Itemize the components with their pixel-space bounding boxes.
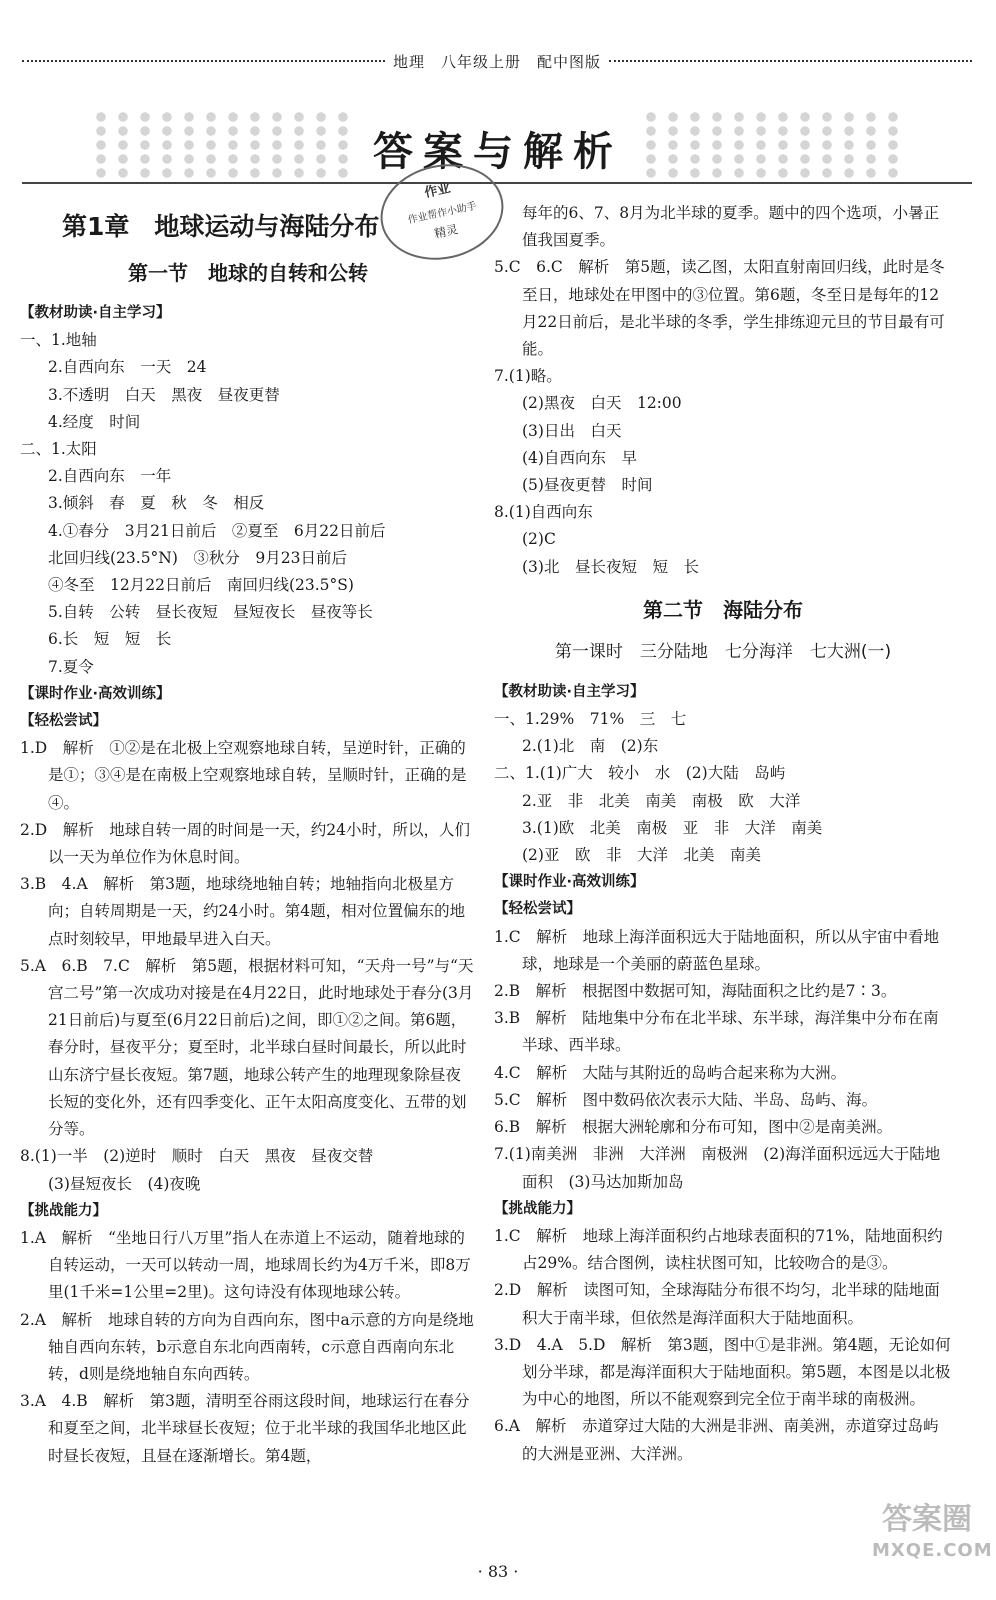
- watermark-logo: [872, 1500, 993, 1590]
- right-line: (3)北 昼长夜短 短 长: [522, 557, 699, 576]
- header-text: 地理 八年级上册 配中图版: [393, 52, 602, 71]
- left-line: 2.D 解析 地球自转一周的时间是一天，约24小时，所以，人们以一天为单位作为休息时间。: [20, 820, 470, 867]
- right-line: 每年的6、7、8月为北半球的夏季。题中的四个选项，小暑正值我国夏季。: [522, 204, 940, 250]
- left-line: 4.①春分 3月21日前后 ②夏至 6月22日前后: [48, 521, 386, 540]
- left-line: 2.A 解析 地球自转的方向为自西向东，图中a示意的方向是绕地轴自西向东转，b示意自东北向西南转，c示意自西南向东北转，d则是绕地轴自东向西转。: [20, 1310, 474, 1383]
- left-line: 3.A 4.B 解析 第3题，清明至谷雨这段时间，地球运行在春分和夏至之间，北半球昼长夜短；位于北半球的我国华北地区此时昼长夜短，且昼在逐渐增长。第4题，: [20, 1392, 470, 1465]
- right-line: 7.(1)南美洲 非洲 大洋洲 南极洲 (2)海洋面积远远大于陆地面积 (3)马达加斯加岛: [494, 1145, 941, 1191]
- right-line: (2)C: [522, 530, 556, 549]
- right-line: (4)自西向东 早: [522, 448, 637, 467]
- left-line: (3)昼短夜长 (4)夜晚: [48, 1174, 201, 1193]
- page-title: 答案与解析: [373, 129, 623, 175]
- left-line: 7.夏令: [48, 657, 94, 676]
- running-header: [22, 50, 972, 72]
- right-line: 6.A 解析 赤道穿过大陆的大洲是非洲、南美洲，赤道穿过岛屿的大洲是亚洲、大洋洲。: [494, 1417, 939, 1463]
- left-line: 2.自西向东 一天 24: [48, 358, 207, 377]
- left-line: 【轻松尝试】: [20, 713, 107, 730]
- right-line: (5)昼夜更替 时间: [522, 476, 653, 495]
- right-line: 二、1.(1)广大 较小 水 (2)大陆 岛屿: [494, 764, 786, 783]
- right-line: 3.D 4.A 5.D 解析 第3题，图中①是非洲。第4题，无论如何划分半球，都是海洋面积大于陆地面积。第5题，本图是以北极为中心的地图，所以不能观察到完全位于南半球的南极洲。: [494, 1335, 951, 1409]
- stamp-line2: 作业帮作小助手: [406, 200, 478, 227]
- right-line: 7.(1)略。: [494, 367, 562, 386]
- left-line: 一、1.地轴: [20, 331, 97, 350]
- right-line: 第一课时 三分陆地 七分海洋 七大洲(一): [554, 641, 892, 662]
- stamp-line3: 精灵: [432, 222, 460, 241]
- right-line: 3.B 解析 陆地集中分布在北半球、东半球，海洋集中分布在南半球、西半球。: [494, 1009, 939, 1055]
- page-number: · 83 ·: [477, 1562, 519, 1581]
- right-line: 第二节 海陆分布: [643, 597, 803, 622]
- left-line: 6.长 短 短 长: [48, 630, 172, 649]
- right-line: 一、1.29% 71% 三 七: [494, 710, 687, 729]
- right-line: 6.B 解析 根据大洲轮廓和分布可知，图中②是南美洲。: [494, 1118, 893, 1137]
- right-line: 【挑战能力】: [494, 1200, 581, 1217]
- right-line: 2.B 解析 根据图中数据可知，海陆面积之比约是7∶3。: [494, 982, 897, 1001]
- header-dots-left: [22, 60, 385, 62]
- left-line: 北回归线(23.5°N) ③秋分 9月23日前后: [48, 548, 348, 567]
- left-line: 3.B 4.A 解析 第3题，地球绕地轴自转；地轴指向北极星方向；自转周期是一天，约24小时。第4题，相对位置偏东的地点时刻较早，甲地最早进入白天。: [20, 875, 466, 948]
- right-line: 2.D 解析 读图可知，全球海陆分布很不均匀，北半球的陆地面积大于南半球，但依然是海洋面积大于陆地面积。: [494, 1281, 940, 1327]
- right-line: 2.(1)北 南 (2)东: [522, 737, 659, 756]
- left-line: 5.自转 公转 昼长夜短 昼短夜长 昼夜等长: [48, 603, 373, 622]
- left-line: 3.倾斜 春 夏 秋 冬 相反: [48, 494, 265, 513]
- right-line: 5.C 6.C 解析 第5题，读乙图，太阳直射南回归线，此时是冬至日，地球处在甲图中的③位置。第6题，冬至日是每年的12月22日前后，是北半球的冬季，学生排练迎元旦的节目最有可能。: [494, 258, 945, 359]
- left-line: 4.经度 时间: [48, 412, 141, 431]
- right-line: 【课时作业·高效训练】: [494, 874, 645, 891]
- watermark-line2: MXQE.COM: [872, 1540, 993, 1561]
- right-column: [494, 200, 952, 1468]
- left-line: 1.A 解析 “坐地日行八万里”指人在赤道上不运动，随着地球的自转运动，一天可以转动一周，地球周长约为4万千米，即8万里(1千米=1公里=2里)。这句诗没有体现地球公转。: [20, 1228, 471, 1302]
- right-line: (2)黑夜 白天 12:00: [522, 394, 682, 413]
- stamp-line1: 作业: [423, 180, 452, 202]
- right-line: 8.(1)自西向东: [494, 503, 593, 522]
- right-line: 2.亚 非 北美 南美 南极 欧 大洋: [522, 791, 801, 810]
- left-line: 【挑战能力】: [20, 1202, 107, 1219]
- left-line: 5.A 6.B 7.C 解析 第5题，根据材料可知，“天舟一号”与“天宫二号”第一次成功对接是在4月22日，此时地球处于春分(3月21日前后)与夏至(6月22日前后)之间，即①②之间。第6题，春分时，昼夜平分；夏至时，北半球白昼时间最长，所以此时山东济宁昼长夜短。第7题，地球公转产生的地理现象除昼夜长短的变化外，还有四季变化、正午太阳高度变化、五带的划分等。: [20, 956, 474, 1139]
- left-line: 第一节 地球的自转和公转: [128, 261, 368, 285]
- right-line: (2)亚 欧 非 大洋 北美 南美: [522, 846, 761, 865]
- left-line: 3.不透明 白天 黑夜 昼夜更替: [48, 385, 280, 404]
- right-line: 4.C 解析 大陆与其附近的岛屿合起来称为大洲。: [494, 1063, 847, 1082]
- right-line: 【轻松尝试】: [494, 901, 581, 918]
- right-line: 1.C 解析 地球上海洋面积约占地球表面积的71%，陆地面积约占29%。结合图例，读柱状图可知，比较吻合的是③。: [494, 1226, 943, 1273]
- header-dots-right: [609, 60, 972, 62]
- watermark-line1: 答案圈: [882, 1502, 972, 1537]
- left-line: 【教材助读·自主学习】: [20, 305, 171, 321]
- right-line: 1.C 解析 地球上海洋面积远大于陆地面积，所以从宇宙中看地球，地球是一个美丽的蔚蓝色星球。: [494, 927, 940, 973]
- right-line: 【教材助读·自主学习】: [494, 683, 645, 700]
- left-line: 二、1.太阳: [20, 440, 97, 459]
- right-line: 5.C 解析 图中数码依次表示大陆、半岛、岛屿、海。: [494, 1090, 878, 1109]
- right-line: (3)日出 白天: [522, 421, 622, 440]
- left-line: 【课时作业·高效训练】: [20, 685, 171, 702]
- left-line: 1.D 解析 ①②是在北极上空观察地球自转，呈逆时针，正确的是①；③④是在南极上空观察地球自转，呈顺时针，正确的是④。: [20, 739, 467, 812]
- right-line: 3.(1)欧 北美 南极 亚 非 大洋 南美: [522, 818, 823, 837]
- left-line: 2.自西向东 一年: [48, 467, 172, 486]
- left-line: 第1章 地球运动与海陆分布: [62, 212, 380, 241]
- left-line: ④冬至 12月22日前后 南回归线(23.5°S): [48, 576, 354, 595]
- left-column: [20, 200, 476, 1470]
- left-line: 8.(1)一半 (2)逆时 顺时 白天 黑夜 昼夜交替: [20, 1147, 374, 1166]
